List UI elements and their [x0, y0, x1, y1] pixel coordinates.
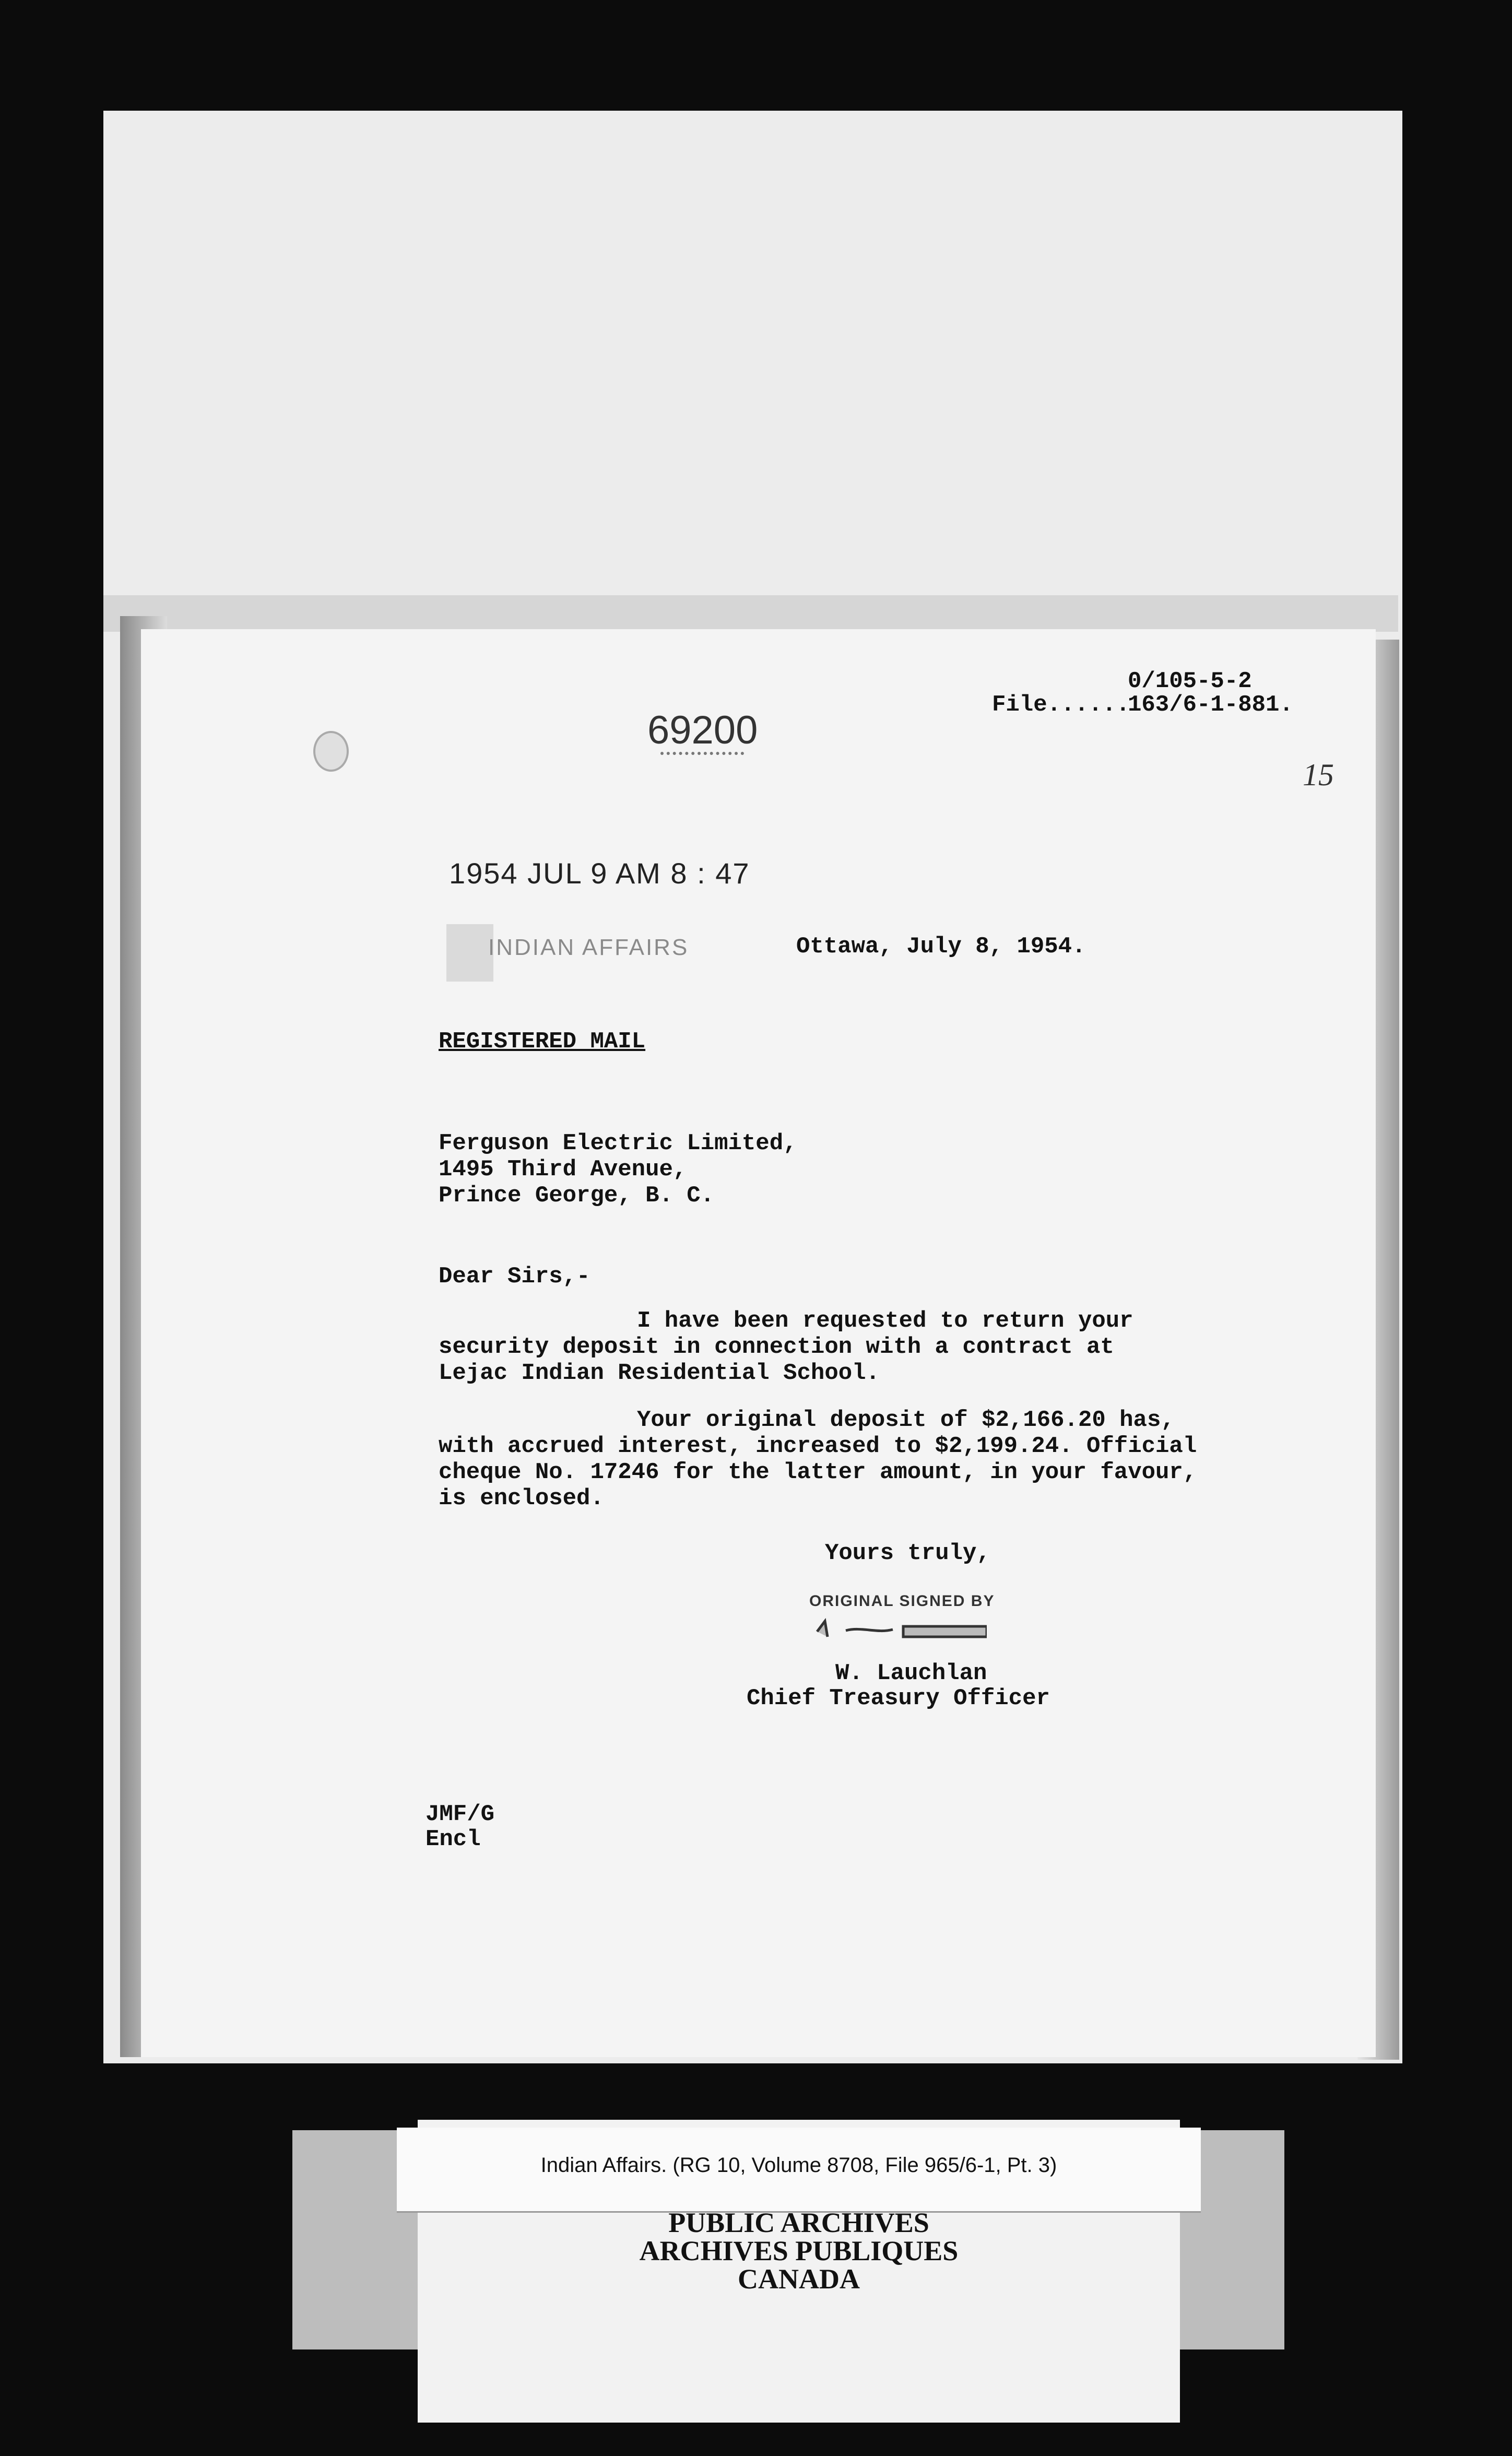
file-label: File...... — [992, 692, 1130, 718]
paragraph2-line-1: Your original deposit of $2,166.20 has, — [637, 1407, 1175, 1433]
stamp-dept-block — [446, 924, 493, 982]
archive-stamp — [418, 2209, 1180, 2365]
received-stamp-department: INDIAN AFFAIRS — [488, 935, 689, 960]
recipient-line-1: Ferguson Electric Limited, — [439, 1130, 797, 1156]
salutation: Dear Sirs,- — [439, 1264, 590, 1290]
received-stamp-datetime: 1954 JUL 9 AM 8 : 47 — [449, 857, 750, 890]
archive-reference-strip — [397, 2128, 1201, 2213]
paragraph2-line-4: is enclosed. — [439, 1485, 604, 1512]
back-sheet-edge — [103, 595, 1398, 632]
recipient-line-3: Prince George, B. C. — [439, 1183, 715, 1209]
paragraph1-line-1: I have been requested to return your — [637, 1308, 1133, 1334]
mail-type: REGISTERED MAIL — [439, 1029, 646, 1055]
paragraph2-line-3: cheque No. 17246 for the latter amount, in your favour, — [439, 1459, 1197, 1485]
paragraph2-line-2: with accrued interest, increased to $2,199.24. Official — [439, 1433, 1197, 1459]
punch-hole — [313, 731, 349, 772]
paragraph1-line-2: security deposit in connection with a contract at — [439, 1334, 1114, 1360]
closing: Yours truly, — [825, 1540, 990, 1566]
archive-line-3: CANADA — [738, 2263, 860, 2295]
signature-scrawl — [814, 1616, 987, 1642]
letter-page — [141, 629, 1376, 2057]
recipient-line-2: 1495 Third Avenue, — [439, 1156, 687, 1183]
paragraph1-line-3: Lejac Indian Residential School. — [439, 1360, 880, 1386]
enclosure-note: Encl — [426, 1826, 481, 1852]
archive-reference: Indian Affairs. (RG 10, Volume 8708, File 965/6-1, Pt. 3) — [540, 2154, 1057, 2177]
received-stamp-number: 69200 — [647, 708, 758, 752]
signer-name: W. Lauchlan — [835, 1660, 987, 1686]
file-ref-line2: 163/6-1-881. — [1128, 692, 1293, 718]
stamp-dots — [660, 752, 744, 758]
signer-title: Chief Treasury Officer — [747, 1685, 1050, 1711]
signature-stamp: ORIGINAL SIGNED BY — [809, 1592, 995, 1610]
archive-line-1: PUBLIC ARCHIVES — [668, 2207, 929, 2238]
margin-mark: 15 — [1303, 758, 1334, 792]
place-date: Ottawa, July 8, 1954. — [796, 934, 1086, 960]
file-ref-line1: 0/105-5-2 — [1128, 668, 1252, 694]
archive-line-2: ARCHIVES PUBLIQUES — [639, 2235, 959, 2266]
reference-initials: JMF/G — [426, 1801, 495, 1827]
